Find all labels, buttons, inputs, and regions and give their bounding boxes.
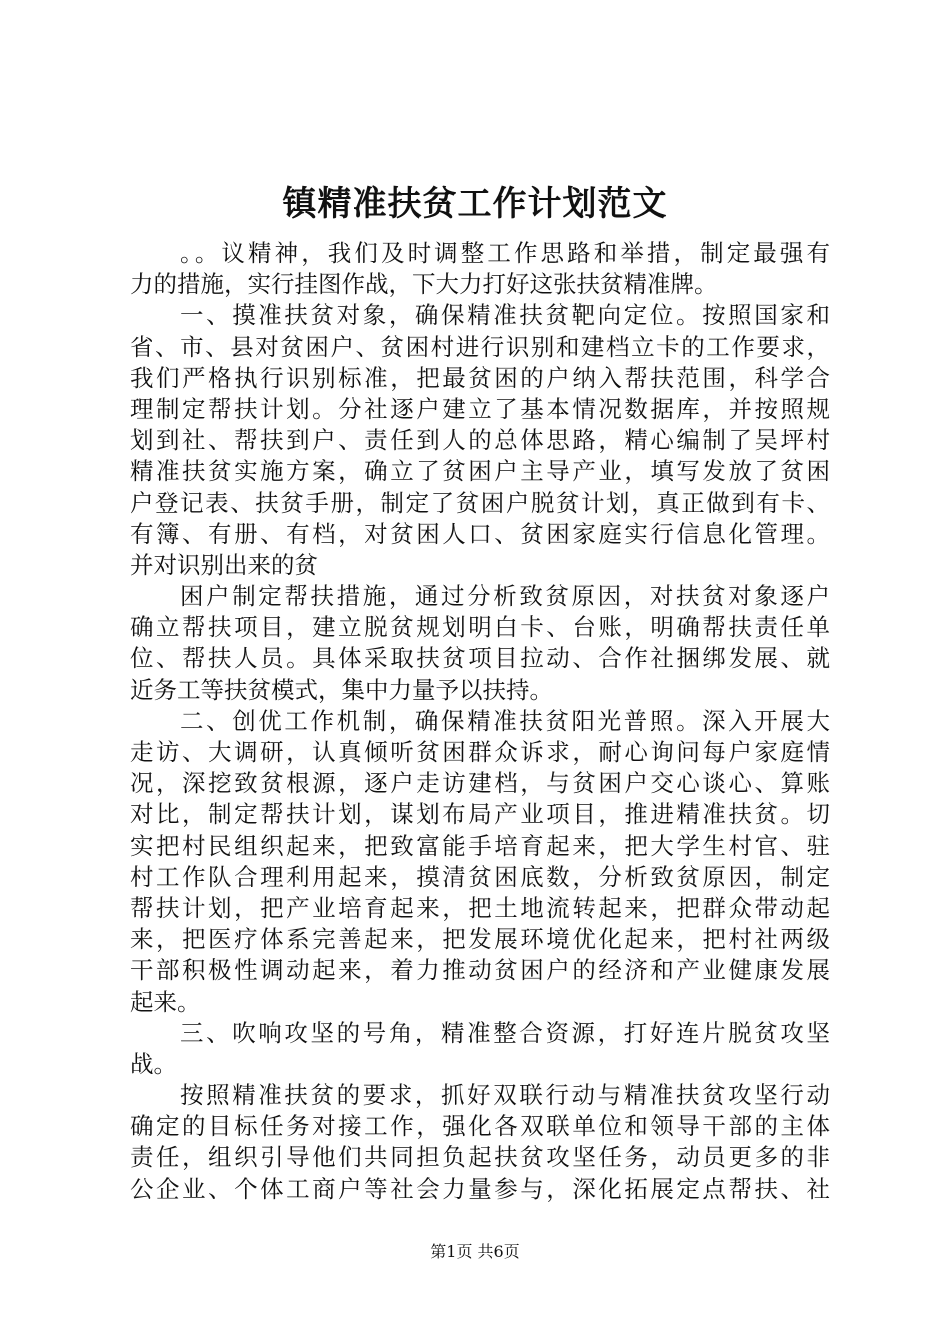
text-line: 对比，制定帮扶计划，谋划布局产业项目，推进精准扶贫。切: [130, 800, 830, 829]
text-line: 三、吹响攻坚的号角，精准整合资源，打好连片脱贫攻坚: [180, 1018, 830, 1047]
text-line: 有簿、有册、有档，对贫困人口、贫困家庭实行信息化管理。: [130, 519, 830, 548]
text-line: 一、摸准扶贫对象，确保精准扶贫靶向定位。按照国家和: [180, 301, 830, 330]
text-line: 起来。: [130, 987, 201, 1016]
text-line: 省、市、县对贫困户、贫困村进行识别和建档立卡的工作要求，: [130, 332, 830, 361]
text-line: 公企业、个体工商户等社会力量参与，深化拓展定点帮扶、社: [130, 1174, 830, 1203]
document-body: [130, 238, 830, 1205]
document-title: 镇精准扶贫工作计划范文: [282, 184, 668, 224]
text-line: 确立帮扶项目，建立脱贫规划明白卡、台账，明确帮扶责任单: [130, 613, 830, 642]
text-line: 困户制定帮扶措施，通过分析致贫原因，对扶贫对象逐户: [180, 582, 830, 611]
text-line: 实把村民组织起来，把致富能手培育起来，把大学生村官、驻: [130, 831, 830, 860]
text-line: 划到社、帮扶到户、责任到人的总体思路，精心编制了吴坪村: [130, 426, 830, 455]
text-line: 近务工等扶贫模式，集中力量予以扶持。: [130, 675, 553, 704]
text-line: 干部积极性调动起来，着力推动贫困户的经济和产业健康发展: [130, 956, 830, 985]
text-line: 帮扶计划，把产业培育起来，把土地流转起来，把群众带动起: [130, 893, 830, 922]
text-line: 力的措施，实行挂图作战，下大力打好这张扶贫精准牌。: [130, 270, 718, 299]
text-line: 责任，组织引导他们共同担负起扶贫攻坚任务，动员更多的非: [130, 1143, 830, 1172]
text-line: 户登记表、扶贫手册，制定了贫困户脱贫计划，真正做到有卡、: [130, 488, 830, 517]
text-line: 。。议精神，我们及时调整工作思路和举措，制定最强有: [180, 239, 830, 267]
text-line: 二、创优工作机制，确保精准扶贫阳光普照。深入开展大: [180, 706, 830, 735]
text-line: 况，深挖致贫根源，逐户走访建档，与贫困户交心谈心、算账: [130, 769, 830, 798]
text-line: 理制定帮扶计划。分社逐户建立了基本情况数据库，并按照规: [130, 394, 830, 423]
text-line: 并对识别出来的贫: [130, 550, 318, 579]
text-line: 走访、大调研，认真倾听贫困群众诉求，耐心询问每户家庭情: [130, 738, 830, 766]
text-line: 确定的目标任务对接工作，强化各双联单位和领导干部的主体: [130, 1112, 830, 1141]
text-line: 战。: [130, 1049, 177, 1078]
text-line: 精准扶贫实施方案，确立了贫困户主导产业，填写发放了贫困: [130, 457, 830, 486]
text-line: 我们严格执行识别标准，把最贫困的户纳入帮扶范围，科学合: [130, 363, 830, 392]
text-line: 按照精准扶贫的要求，抓好双联行动与精准扶贫攻坚行动: [180, 1081, 830, 1110]
text-line: 位、帮扶人员。具体采取扶贫项目拉动、合作社捆绑发展、就: [130, 644, 830, 673]
page-number: 第1页 共6页: [430, 1242, 520, 1261]
text-line: 村工作队合理利用起来，摸清贫困底数，分析致贫原因，制定: [130, 862, 830, 891]
text-line: 来，把医疗体系完善起来，把发展环境优化起来，把村社两级: [130, 925, 830, 954]
